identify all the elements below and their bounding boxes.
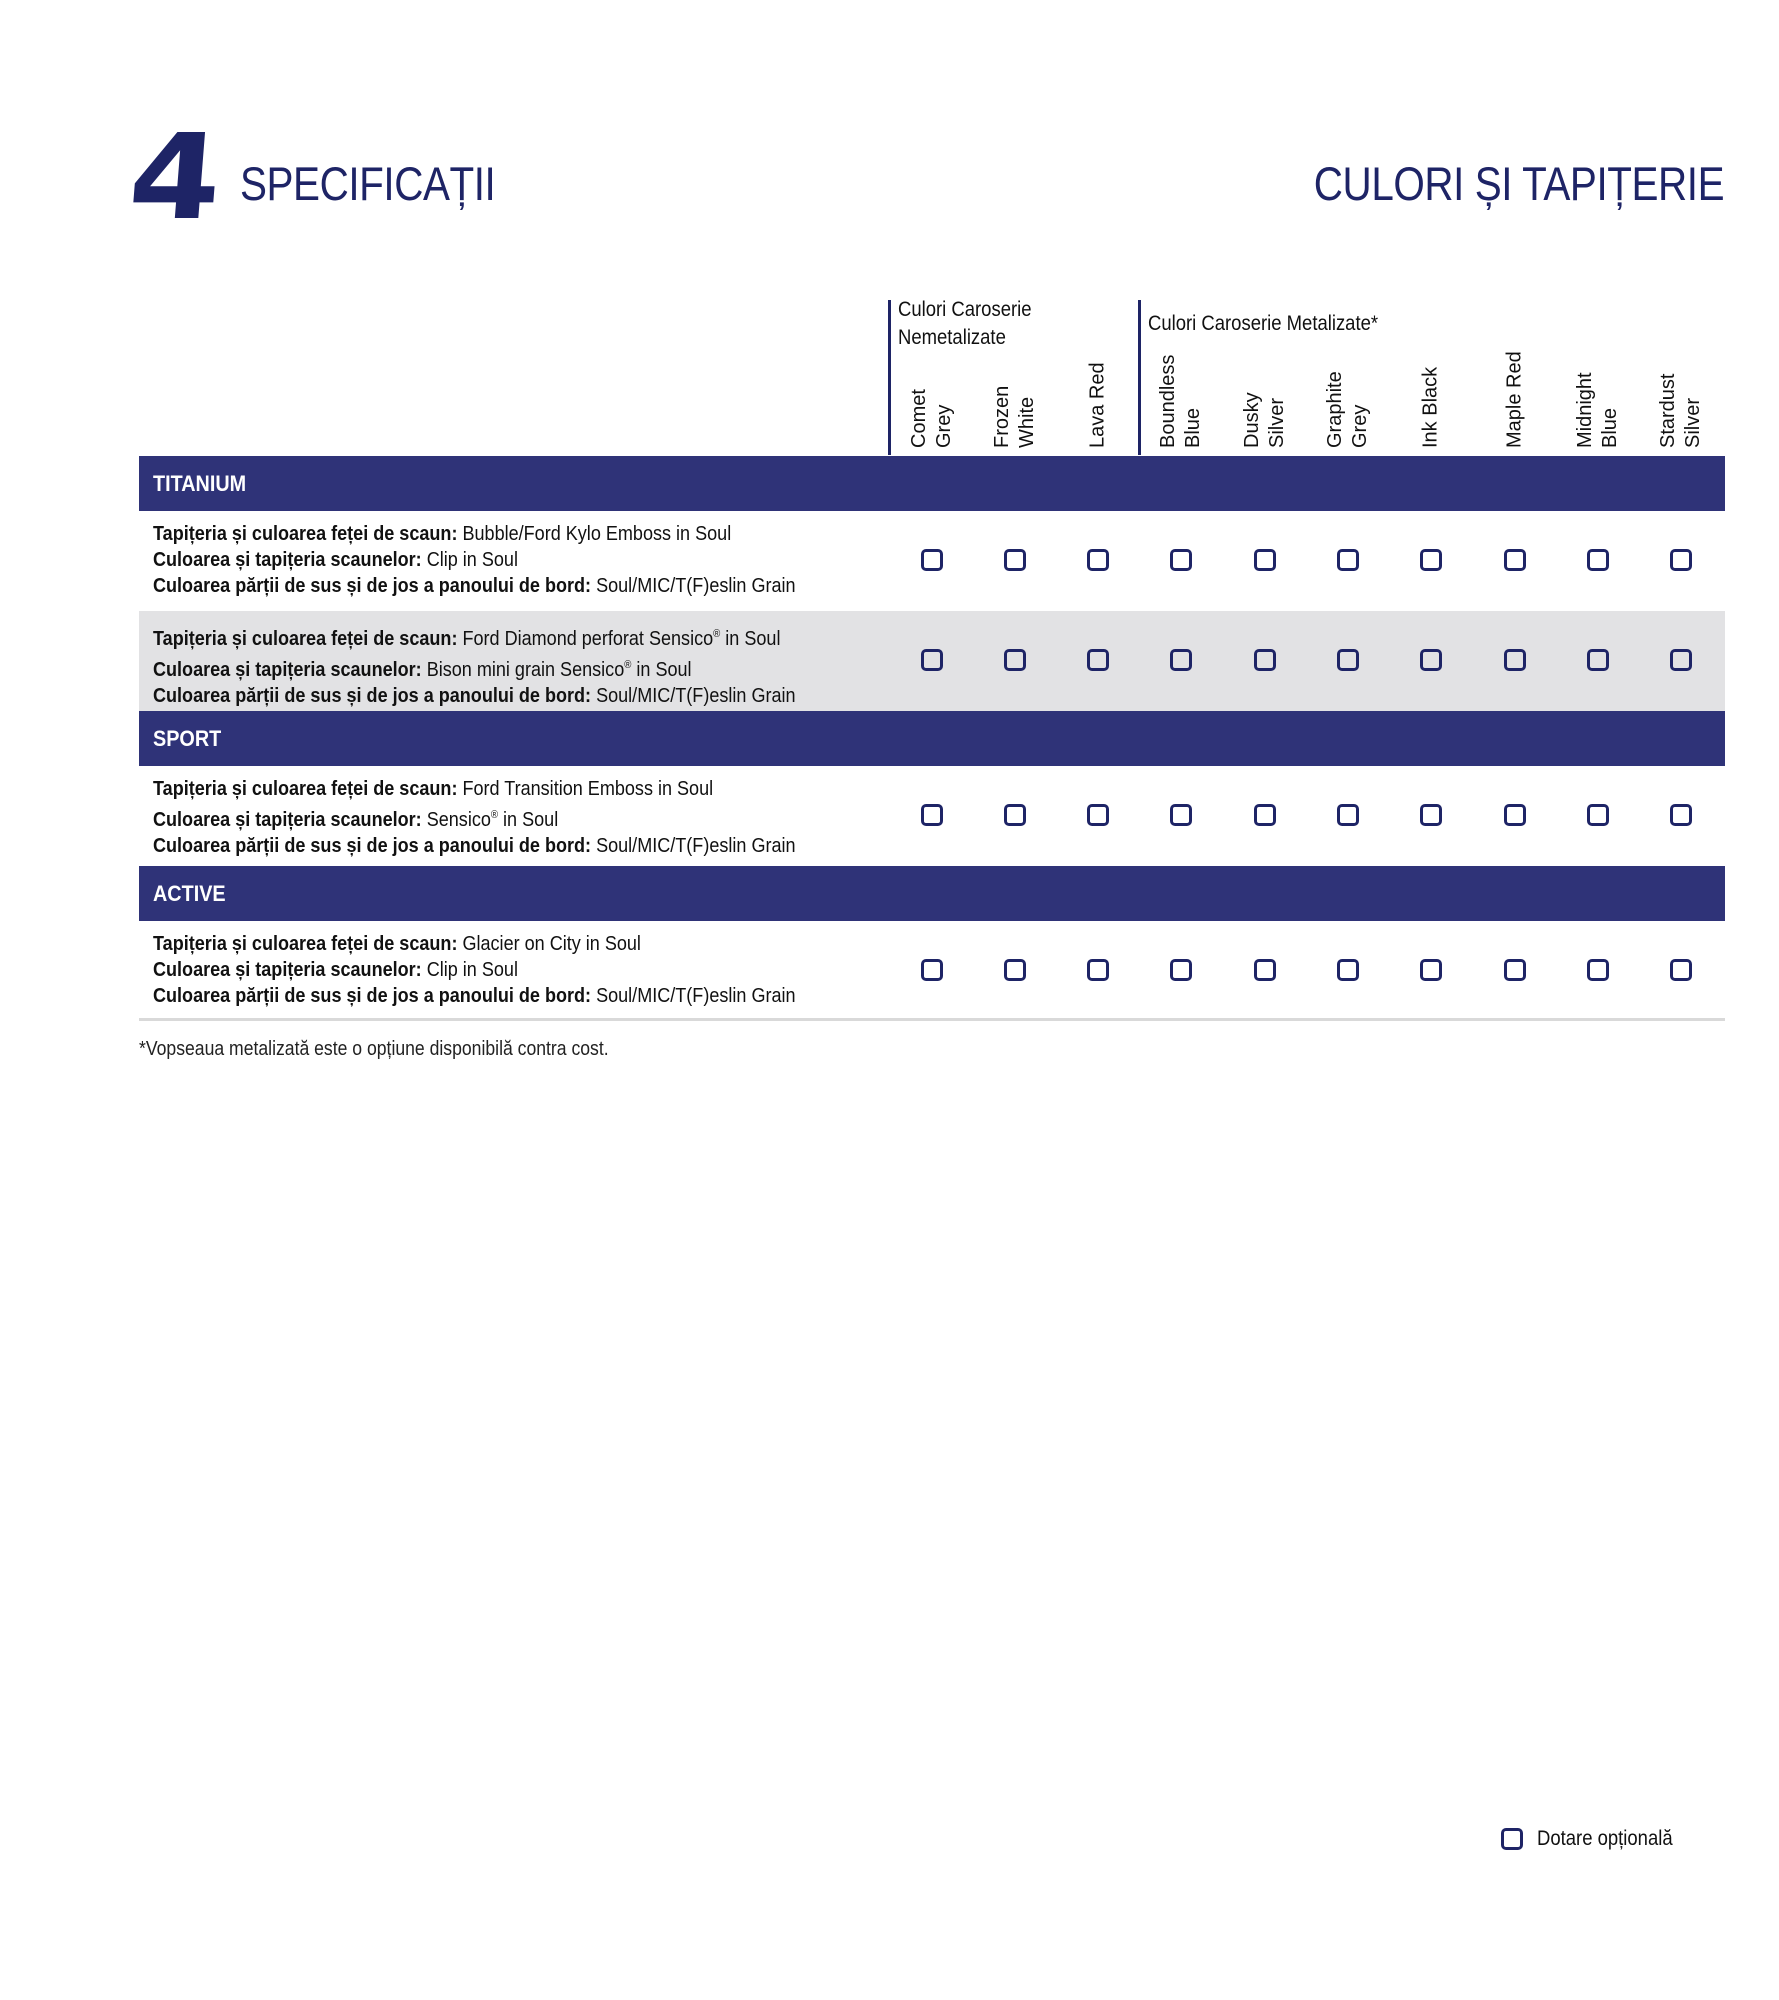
column-header-label: Graphite Grey bbox=[1324, 371, 1371, 448]
optional-color-checkbox bbox=[1420, 649, 1442, 671]
optional-color-checkbox bbox=[1087, 959, 1109, 981]
spec-value: Ford Transition Emboss in Soul bbox=[457, 777, 714, 800]
column-header-label: Boundless Blue bbox=[1157, 354, 1204, 448]
column-header bbox=[1235, 298, 1295, 448]
spec-value: Ford Diamond perforat Sensico® in Soul bbox=[457, 626, 781, 650]
optional-color-checkbox bbox=[1337, 959, 1359, 981]
optional-color-checkbox bbox=[1420, 959, 1442, 981]
column-header-label: Maple Red bbox=[1503, 351, 1526, 448]
optional-color-checkbox bbox=[1004, 549, 1026, 571]
optional-color-checkbox bbox=[1170, 959, 1192, 981]
page-title: CULORI ȘI TAPIȚERIE bbox=[1313, 157, 1724, 210]
optional-color-checkbox bbox=[1670, 959, 1692, 981]
colors-upholstery-table bbox=[139, 456, 1725, 1021]
column-header bbox=[1318, 298, 1378, 448]
trim-description bbox=[153, 931, 796, 1009]
optional-color-checkbox bbox=[1087, 649, 1109, 671]
optional-color-checkbox bbox=[1254, 804, 1276, 826]
spec-value: Bubble/Ford Kylo Emboss in Soul bbox=[457, 522, 732, 545]
optional-color-checkbox bbox=[1587, 549, 1609, 571]
spec-label: Culoarea părții de sus și de jos a panoului de bord: bbox=[153, 984, 592, 1007]
column-header-label: Frozen White bbox=[991, 385, 1038, 448]
spec-value: Bison mini grain Sensico® in Soul bbox=[421, 657, 692, 681]
optional-color-checkbox bbox=[1004, 804, 1026, 826]
trim-section-header bbox=[139, 456, 1725, 511]
optional-color-checkbox bbox=[1337, 649, 1359, 671]
column-header-label: Lava Red bbox=[1086, 362, 1109, 448]
column-header-label: Comet Grey bbox=[908, 389, 955, 448]
spec-label: Culoarea părții de sus și de jos a panoului de bord: bbox=[153, 574, 592, 597]
spec-value: Soul/MIC/T(F)eslin Grain bbox=[591, 833, 796, 857]
spec-label: Culoarea și tapițeria scaunelor: bbox=[153, 807, 422, 831]
trim-description-line bbox=[153, 652, 796, 683]
trim-row bbox=[139, 766, 1725, 866]
optional-color-checkbox bbox=[1087, 549, 1109, 571]
column-header-label: Midnight Blue bbox=[1574, 372, 1621, 448]
trim-row bbox=[139, 921, 1725, 1021]
optional-color-checkbox bbox=[1337, 804, 1359, 826]
footnote: *Vopseaua metalizată este o opțiune disponibilă contra cost. bbox=[139, 1038, 609, 1060]
column-header bbox=[902, 298, 962, 448]
spec-value: Soul/MIC/T(F)eslin Grain bbox=[591, 574, 796, 597]
column-header bbox=[1651, 298, 1711, 448]
spec-value: Clip in Soul bbox=[421, 548, 518, 571]
spec-label: Tapițeria și culoarea feței de scaun: bbox=[153, 777, 458, 800]
spec-value: Clip in Soul bbox=[421, 958, 518, 981]
spec-value: Glacier on City in Soul bbox=[457, 932, 641, 955]
optional-color-checkbox bbox=[1670, 649, 1692, 671]
trim-section-name: TITANIUM bbox=[153, 471, 247, 496]
trim-description-line bbox=[153, 547, 796, 573]
optional-color-checkbox bbox=[1004, 959, 1026, 981]
optional-color-checkbox bbox=[1420, 549, 1442, 571]
color-column-headers bbox=[0, 300, 1779, 448]
trim-description-line bbox=[153, 833, 796, 859]
spec-label: Culoarea părții de sus și de jos a panoului de bord: bbox=[153, 683, 592, 707]
trim-row bbox=[139, 611, 1725, 711]
optional-color-checkbox bbox=[1337, 549, 1359, 571]
optional-color-checkbox bbox=[1254, 549, 1276, 571]
optional-color-checkbox bbox=[1170, 804, 1192, 826]
spec-label: Culoarea și tapițeria scaunelor: bbox=[153, 958, 422, 981]
column-header-label: Dusky Silver bbox=[1241, 392, 1288, 448]
optional-color-checkbox bbox=[1504, 549, 1526, 571]
trim-section-name: ACTIVE bbox=[153, 881, 226, 906]
optional-color-checkbox bbox=[1587, 649, 1609, 671]
optional-color-checkbox bbox=[1254, 649, 1276, 671]
trim-description-line bbox=[153, 683, 796, 709]
spec-label: Tapițeria și culoarea feței de scaun: bbox=[153, 522, 458, 545]
optional-color-checkbox bbox=[921, 804, 943, 826]
section-number: 4 bbox=[123, 108, 223, 246]
spec-label: Tapițeria și culoarea feței de scaun: bbox=[153, 932, 458, 955]
section-title: SPECIFICAȚII bbox=[240, 157, 496, 210]
optional-color-checkbox bbox=[1587, 804, 1609, 826]
trim-description-line bbox=[153, 573, 796, 599]
optional-color-checkbox bbox=[921, 549, 943, 571]
table-bottom-rule bbox=[139, 1018, 1725, 1021]
optional-color-checkbox bbox=[1254, 959, 1276, 981]
group-label-line: Nemetalizate bbox=[898, 326, 1006, 349]
trim-description-line bbox=[153, 521, 796, 547]
trim-description-line bbox=[153, 776, 796, 802]
optional-color-checkbox bbox=[921, 959, 943, 981]
column-header-label: Stardust Silver bbox=[1657, 373, 1704, 448]
trim-row bbox=[139, 511, 1725, 611]
trim-description-line bbox=[153, 983, 796, 1009]
column-header-label: Ink Black bbox=[1419, 366, 1442, 448]
column-header bbox=[985, 298, 1045, 448]
spec-label: Culoarea și tapițeria scaunelor: bbox=[153, 657, 422, 681]
optional-color-checkbox bbox=[1504, 804, 1526, 826]
group-label-line: Culori Caroserie bbox=[898, 298, 1032, 321]
column-header bbox=[1568, 298, 1628, 448]
optional-color-checkbox bbox=[1670, 804, 1692, 826]
trim-section-header bbox=[139, 866, 1725, 921]
optional-color-checkbox bbox=[1170, 549, 1192, 571]
optional-color-checkbox bbox=[921, 649, 943, 671]
trim-section-header bbox=[139, 711, 1725, 766]
spec-value: Soul/MIC/T(F)eslin Grain bbox=[591, 683, 796, 707]
spec-value: Soul/MIC/T(F)eslin Grain bbox=[591, 984, 796, 1007]
optional-color-checkbox bbox=[1670, 549, 1692, 571]
spec-label: Tapițeria și culoarea feței de scaun: bbox=[153, 626, 458, 650]
column-header bbox=[1401, 298, 1461, 448]
column-header bbox=[1485, 298, 1545, 448]
trim-description-line bbox=[153, 957, 796, 983]
trim-description-line bbox=[153, 802, 796, 833]
column-header bbox=[1068, 298, 1128, 448]
spec-label: Culoarea părții de sus și de jos a panoului de bord: bbox=[153, 833, 592, 857]
optional-color-checkbox bbox=[1504, 959, 1526, 981]
trim-description bbox=[153, 521, 796, 599]
trim-description bbox=[153, 621, 796, 709]
trim-section-name: SPORT bbox=[153, 726, 222, 751]
group-label-line: Culori Caroserie Metalizate* bbox=[1148, 312, 1379, 335]
spec-label: Culoarea și tapițeria scaunelor: bbox=[153, 548, 422, 571]
optional-color-checkbox bbox=[1004, 649, 1026, 671]
column-header bbox=[1151, 298, 1211, 448]
optional-color-checkbox bbox=[1504, 649, 1526, 671]
trim-description-line bbox=[153, 931, 796, 957]
trim-description-line bbox=[153, 621, 796, 652]
optional-color-checkbox bbox=[1087, 804, 1109, 826]
optional-color-checkbox bbox=[1170, 649, 1192, 671]
optional-equipment-checkbox-icon bbox=[1501, 1828, 1523, 1850]
trim-description bbox=[153, 776, 796, 859]
optional-color-checkbox bbox=[1587, 959, 1609, 981]
legend-label: Dotare opțională bbox=[1537, 1827, 1673, 1850]
optional-color-checkbox bbox=[1420, 804, 1442, 826]
spec-value: Sensico® in Soul bbox=[421, 807, 559, 831]
